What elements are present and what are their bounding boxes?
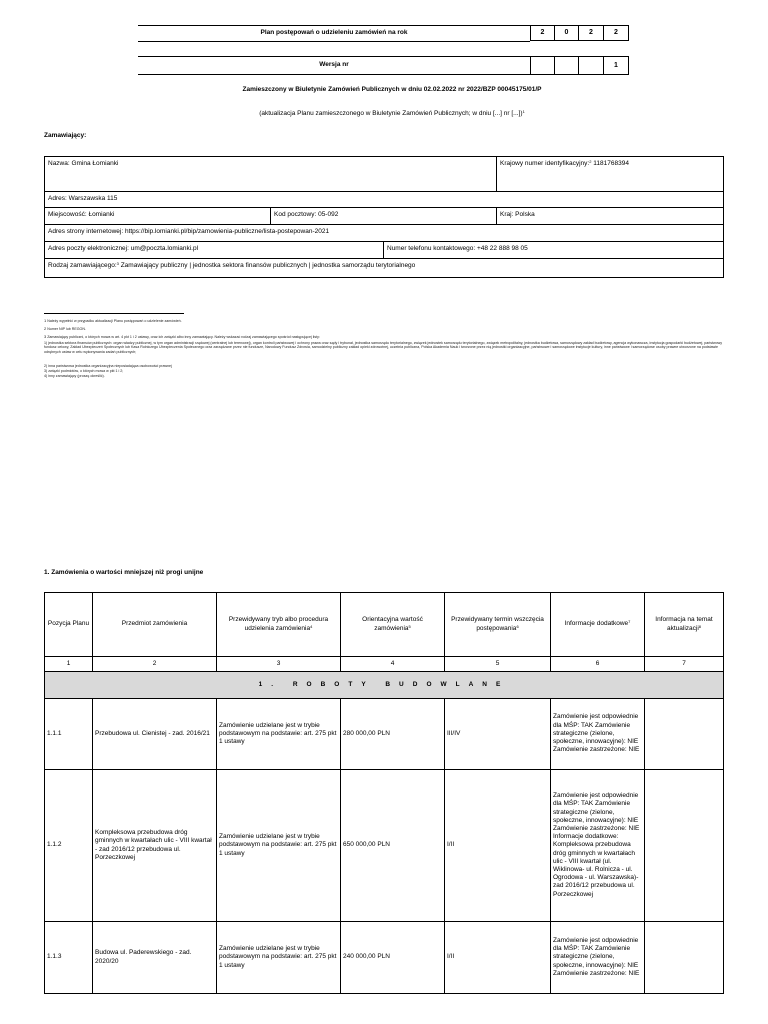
plan-table: [44, 592, 724, 994]
footnote: 4) inny zamawiający (proszę określić).: [44, 374, 105, 378]
cell-value: 280 000,00 PLN: [341, 699, 445, 770]
column-number-row: [45, 657, 724, 672]
publication-info: Zamieszczony w Biuletynie Zamówień Publicznych w dniu 02.02.2022 nr 2022/BZP 00045175/01/P: [242, 86, 542, 93]
column-header: [217, 593, 341, 657]
table-row: [45, 770, 724, 922]
cell-term: III/IV: [445, 699, 551, 770]
column-number: 3: [217, 657, 341, 672]
category-label: 1. ROBOTY BUDOWLANE: [45, 672, 724, 699]
footnote-num: 3: [44, 334, 47, 339]
cell-subject: Budowa ul. Paderewskiego - zad. 2020/20: [93, 922, 217, 994]
cell-update: [645, 922, 724, 994]
cell-term: I/II: [445, 770, 551, 922]
column-header: [341, 593, 445, 657]
update-note: [60, 110, 724, 118]
footnote-num: 2: [44, 326, 47, 331]
column-number: 2: [93, 657, 217, 672]
orderer-country: Kraj: Polska: [496, 207, 724, 225]
column-header-label: Informacje dodatkowe: [564, 620, 629, 628]
column-header-sup: 8: [698, 623, 702, 629]
cell-position: 1.1.2: [45, 770, 93, 922]
column-header: [645, 593, 724, 657]
column-number: 5: [445, 657, 551, 672]
orderer-name: Nazwa: Gmina Łomianki: [44, 156, 497, 192]
footnote: [44, 327, 724, 331]
footnote: 2) inna państwowa jednostka organizacyjna nieposiadająca osobowości prawnej: [44, 364, 172, 368]
cell-info: Zamówienie jest odpowiednie dla MŚP: TAK Zamówienie strategiczne (zielone, społeczne, innowacyjne): NIE Zamówienie zastrzeżone: NIE Informacje dodatkowe: Kompleksowa przebudowa dróg gminnych w kwartałach ulic - VIII kwartał (ul. Wiklinowa- ul. Rolnicza - ul. Ogrodowa - ul. Warszawska)- zad 2016/12 przebudowa ul. Porzeczkowej: [551, 770, 645, 922]
update-note-sup: 1: [522, 109, 525, 114]
column-header-sup: 6: [516, 623, 519, 629]
column-header-label: Przewidywany tryb albo procedura udzielenia zamówienia: [228, 616, 329, 632]
version-top-rule: [138, 56, 530, 57]
cell-info: Zamówienie jest odpowiednie dla MŚP: TAK Zamówienie strategiczne (zielone, społeczne, innowacyjne): NIE Zamówienie zastrzeżone: NIE: [551, 922, 645, 994]
footnote-text: Zamawiający publiczni, o których mowa w art. 4 pkt 1 i 2 ustawy, oraz ich związki albo inny zamawiający. Należy wskazać rodzaj zamawiającego spośród następującej listy:: [47, 335, 320, 339]
cell-value: 240 000,00 PLN: [341, 922, 445, 994]
orderer-nip: [496, 156, 724, 192]
year-digit: 2: [603, 25, 629, 41]
year-digit: 2: [578, 25, 604, 41]
footnote-rule: [44, 313, 184, 314]
cell-subject: Kompleksowa przebudowa dróg gminnych w kwartałach ulic - VIII kwartał - zad 2016/12 przebudowa ul. Porzeczkowej: [93, 770, 217, 922]
column-number: 4: [341, 657, 445, 672]
column-header: [445, 593, 551, 657]
section-heading: 1. Zamówienia o wartości mniejszej niż progi unijne: [44, 569, 204, 576]
orderer-nip-label: Krajowy numer identyfikacyjny:: [500, 160, 590, 167]
column-header-label: Przewidywany termin wszczęcia postępowania: [451, 616, 544, 632]
version-digit: [554, 56, 579, 75]
cell-info: Zamówienie jest odpowiednie dla MŚP: TAK Zamówienie strategiczne (zielone, społeczne, innowacyjne): NIE Zamówienie zastrzeżone: NIE: [551, 699, 645, 770]
footnote-num: 1: [44, 318, 47, 323]
footnote-text: Należy wypełnić w przypadku aktualizacji Planu postępowań o udzielenie zamówień.: [47, 319, 182, 323]
header-title-rule: [138, 41, 530, 42]
footnote: [44, 319, 724, 323]
cell-position: 1.1.3: [45, 922, 93, 994]
orderer-type-sup: 3: [116, 261, 119, 266]
column-number: 7: [645, 657, 724, 672]
cell-term: I/II: [445, 922, 551, 994]
column-header-label: Przedmiot zamówienia: [121, 620, 188, 628]
orderer-postal: Kod pocztowy: 05-092: [270, 207, 497, 225]
cell-position: 1.1.1: [45, 699, 93, 770]
footnote: 3) związki podmiotów, o których mowa w pkt 1 i 2;: [44, 369, 124, 373]
orderer-type-label: Rodzaj zamawiającego:: [48, 262, 117, 269]
version-digit: [578, 56, 604, 75]
orderer-type-value: Zamawiający publiczny | jednostka sektora finansów publicznych | jednostka samorządu terytorialnego: [120, 262, 416, 269]
column-number: 1: [45, 657, 93, 672]
column-number: 6: [551, 657, 645, 672]
cell-mode: Zamówienie udzielane jest w trybie podstawowym na podstawie: art. 275 pkt 1 ustawy: [217, 770, 341, 922]
orderer-city: Miejscowość: Łomianki: [44, 207, 271, 225]
year-digit: 2: [530, 25, 555, 41]
version-digit: 1: [603, 56, 629, 75]
column-header-sup: 4: [310, 623, 313, 629]
cell-update: [645, 770, 724, 922]
cell-mode: Zamówienie udzielane jest w trybie podstawowym na podstawie: art. 275 pkt 1 ustawy: [217, 922, 341, 994]
footnote: 1) jednostka sektora finansów publicznych: organ władzy publicznej, w tym organ administracji rządowej (centralnej lub terenowej), organ kontroli państwowej i ochrony prawa oraz sądy i trybunał, jednostka samorządu terytorialnego, związek jednostek samorządu terytorialnego, związek metropolitalny, jednostka budżetowa, samorządowy zakład budżetowy, agencja wykonawcza, instytucja gospodarki budżetowej, państwowy fundusz celowy, Zakład Ubezpieczeń Społecznych lub Kasa Rolniczego Ubezpieczenia Społecznego oraz zarządzane przez nie fundusze, Narodowy Fundusz Zdrowia, samodzielny publiczny zakład opieki zdrowotnej, uczelnia publiczna, Polska Akademia Nauk i tworzone przez nią jednostki organizacyjne, państwowe i samorządowe instytucje kultury, inne państwowe i samorządowe osoby prawne utworzone na podstawie odrębnych ustaw w celu wykonywania zadań publicznych;: [44, 341, 723, 354]
orderer-phone: Numer telefonu kontaktowego: +48 22 888 98 05: [383, 241, 724, 259]
cell-mode: Zamówienie udzielane jest w trybie podstawowym na podstawie: art. 275 pkt 1 ustawy: [217, 699, 341, 770]
column-header-label: Pozycja Planu: [47, 620, 90, 628]
column-header-label: Informacja na temat aktualizacji: [655, 616, 713, 632]
column-header-sup: 5: [408, 623, 411, 629]
orderer-nip-sup: 2: [589, 159, 592, 164]
orderer-nip-value: 1181768394: [593, 160, 629, 167]
orderer-email: Adres poczty elektronicznej: um@poczta.lomianki.pl: [44, 241, 384, 259]
version-digit: [530, 56, 555, 75]
column-header: [551, 593, 645, 657]
cell-value: 650 000,00 PLN: [341, 770, 445, 922]
update-note-text: (aktualizacja Planu zamieszczonego w Biuletynie Zamówień Publicznych; w dniu [...] nr [...]): [259, 110, 523, 117]
orderer-website: Adres strony internetowej: https://bip.lomianki.pl/bip/zamowienia-publiczne/lista-postepowan-2021: [44, 224, 724, 242]
column-header: [45, 593, 93, 657]
table-row: [45, 922, 724, 994]
category-row: [45, 672, 724, 699]
column-header-sup: 7: [628, 619, 631, 625]
plan-title: Plan postępowań o udzieleniu zamówień na rok: [260, 29, 408, 36]
footnote: [44, 335, 724, 339]
version-label: Wersja nr: [319, 61, 349, 68]
header-top-rule: [138, 25, 530, 26]
orderer-heading: Zamawiający:: [44, 132, 87, 139]
footnote-text: Numer NIP lub REGON.: [47, 327, 86, 331]
year-digit: 0: [554, 25, 579, 41]
table-header-row: [45, 593, 724, 657]
orderer-address: Adres: Warszawska 115: [44, 191, 724, 208]
orderer-type: [44, 258, 724, 278]
column-header: [93, 593, 217, 657]
version-bottom-rule: [138, 74, 530, 75]
cell-subject: Przebudowa ul. Cienistej - zad. 2016/21: [93, 699, 217, 770]
table-row: [45, 699, 724, 770]
column-header-label: Orientacyjna wartość zamówienia: [362, 616, 423, 632]
cell-update: [645, 699, 724, 770]
